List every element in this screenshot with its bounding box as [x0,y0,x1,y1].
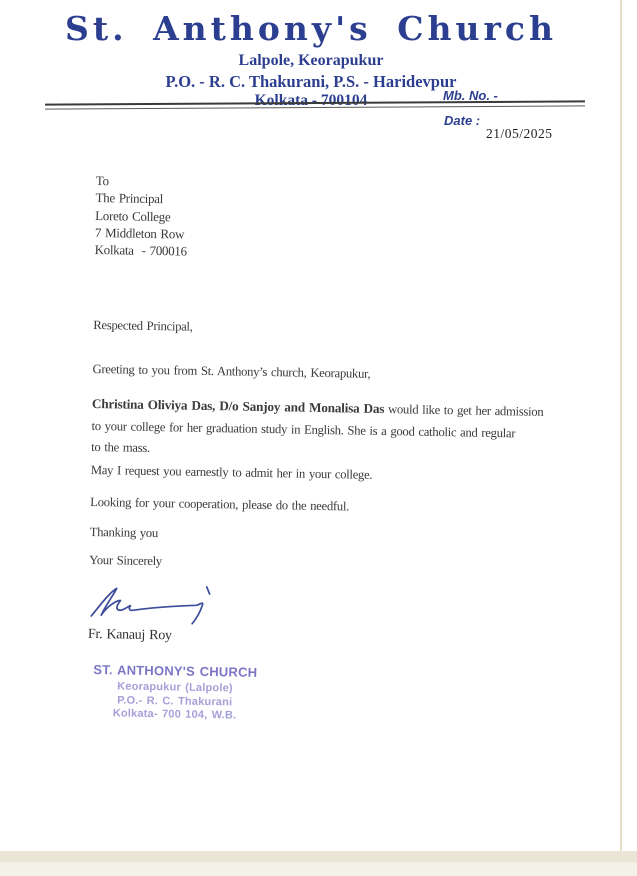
closing-thanking: Thanking you [89,524,159,541]
mobile-number-label: Mb. No. - [443,88,498,103]
scan-bottom-strip-light [0,862,637,876]
stamp-line: P.O.- R. C. Thakurani [117,693,233,708]
letterhead-address-line2: P.O. - R. C. Thakurani, P.S. - Haridevpur [165,71,457,91]
paragraph-admission-request [91,393,544,466]
stamp-church-name: ST. ANTHONY'S CHURCH [93,662,258,680]
letterhead-address-line3: Kolkata - 700104 [254,91,368,109]
paragraph-line: would like to get her admission [384,402,544,419]
signatory-name: Fr. Kanauj Roy [87,626,172,644]
stamp-line: Kolkata- 700 104, W.B. [112,707,237,722]
date-label: Date : [444,113,481,128]
date-value: 21/05/2025 [486,126,553,141]
recipient-address-block [94,172,188,260]
recipient-line: To [95,172,109,189]
recipient-line: Kolkata - 700016 [94,242,187,259]
church-name-title: St. Anthony's Church [65,9,557,48]
salutation: Respected Principal, [93,317,193,334]
signature-stroke [91,585,210,624]
letter-body [86,172,576,740]
recipient-line: Loreto College [95,207,171,224]
stamp-line: Keorapukur (Lalpole) [117,680,233,695]
recipient-line: The Principal [95,190,164,207]
student-name-bold: Christina Oliviya Das, D/o Sanjoy and Monalisa Das [91,395,385,417]
scan-paper-edge-line [620,0,622,852]
recipient-line: 7 Middleton Row [94,224,185,242]
closing-sincerely: Your Sincerely [89,552,163,569]
paragraph-request: May I request you earnestly to admit her in your college. [90,462,373,482]
scan-bottom-strip [0,851,637,862]
paragraph-line: to your college for her graduation study in English. She is a good catholic and regular [91,418,516,440]
paragraph-cooperation: Looking for your cooperation, please do the needful. [90,494,350,514]
paragraph-line: to the mass. [91,439,150,455]
letterhead-address-line1: Lalpole, Keorapukur [238,51,384,69]
handwritten-signature [88,579,225,629]
signature-ink-icon [88,579,225,629]
church-rubber-stamp [86,662,263,724]
greeting-line: Greeting to you from St. Anthony’s church, Keorapukur, [92,361,371,381]
letterhead [0,9,622,110]
